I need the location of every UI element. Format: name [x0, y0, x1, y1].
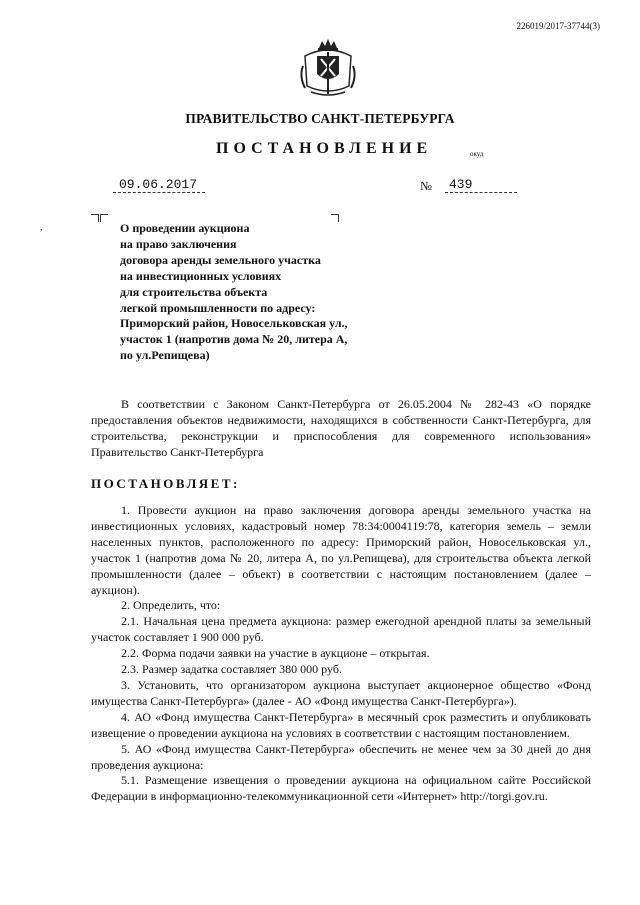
subject-line: на право заключения	[120, 236, 237, 251]
subject-bracket-left-outer	[91, 214, 99, 222]
subject-line: участок 1 (напротив дома № 20, литера А,	[120, 332, 348, 347]
subject-line: Приморский район, Новосельковская ул.,	[120, 316, 348, 331]
decree-item: 4. АО «Фонд имущества Санкт-Петербурга» в месячный срок разместить и опубликовать извещение о проведении аукциона на условиях в соответствии с настоящим постановлением.	[91, 709, 591, 740]
subject-line: по ул.Репищева)	[120, 348, 210, 363]
decree-item: 2.2. Форма подачи заявки на участие в аукционе – открытая.	[121, 646, 430, 661]
document-subject	[120, 221, 420, 364]
number-underline	[445, 192, 517, 193]
decree-item: 5.1. Размещение извещения о проведении аукциона на официальном сайте Российской Федерации в информационно-телекоммуникационной сети «Интернет» http://torgi.gov.ru.	[91, 773, 591, 804]
date-underline	[113, 192, 205, 193]
government-title: ПРАВИТЕЛЬСТВО САНКТ-ПЕТЕРБУРГА	[185, 111, 455, 126]
decree-item: 3. Установить, что организатором аукциона выступает акционерное общество «Фонд имущества Санкт-Петербурга» (далее - АО «Фонд имущества Санкт-Петербурга»).	[91, 677, 591, 708]
okud-label: окуд	[470, 150, 484, 158]
subject-line: легкой промышленности по адресу:	[120, 300, 316, 315]
decree-item: 2. Определить, что:	[121, 598, 221, 613]
subject-line: договора аренды земельного участка	[120, 252, 321, 267]
subject-line: для строительства объекта	[120, 284, 268, 299]
decree-item: 2.3. Размер задатка составляет 380 000 руб.	[121, 662, 342, 677]
decree-item: 1. Провести аукцион на право заключения договора аренды земельного участка на инвестиционных условиях, кадастровый номер 78:34:0004119:78, категория земель – земли населенных пунктов, расположенного по адресу: Приморский район, Новосельковская ул., участок 1 (напротив дома № 20, литера А, по ул.Репищева), для строительства объекта легкой промышленности (далее – объект) в соответствии с настоящим постановлением (далее – аукцион).	[91, 503, 591, 597]
document-type-title: ПОСТАНОВЛЕНИЕ	[216, 140, 433, 157]
decree-heading: ПОСТАНОВЛЯЕТ:	[91, 476, 240, 491]
margin-mark: ,	[40, 222, 43, 232]
number-label: №	[420, 179, 432, 193]
document-date: 09.06.2017	[119, 177, 198, 192]
document-number: 439	[449, 177, 473, 192]
decree-items	[91, 503, 591, 805]
decree-item: 2.1. Начальная цена предмета аукциона: размер ежегодной арендной платы за земельный участок составляет 1 900 000 руб.	[91, 614, 591, 645]
decree-item: 5. АО «Фонд имущества Санкт-Петербурга» обеспечить не менее чем за 30 дней до дня проведения аукциона:	[91, 741, 591, 772]
preamble-paragraph	[91, 397, 591, 461]
subject-line: О проведении аукциона	[120, 221, 250, 235]
preamble-text: В соответствии с Законом Санкт-Петербурга от 26.05.2004 № 282-43 «О порядке предоставления объектов недвижимости, находящихся в собственности Санкт-Петербурга, для строительства, реконструкции и приспособления для современного использования» Правительство Санкт-Петербурга	[91, 397, 591, 459]
coat-of-arms-emblem	[297, 36, 359, 100]
subject-line: на инвестиционных условиях	[120, 268, 282, 283]
subject-bracket-left-inner	[100, 214, 108, 222]
document-registration-id: 226019/2017-37744(3)	[516, 21, 600, 31]
